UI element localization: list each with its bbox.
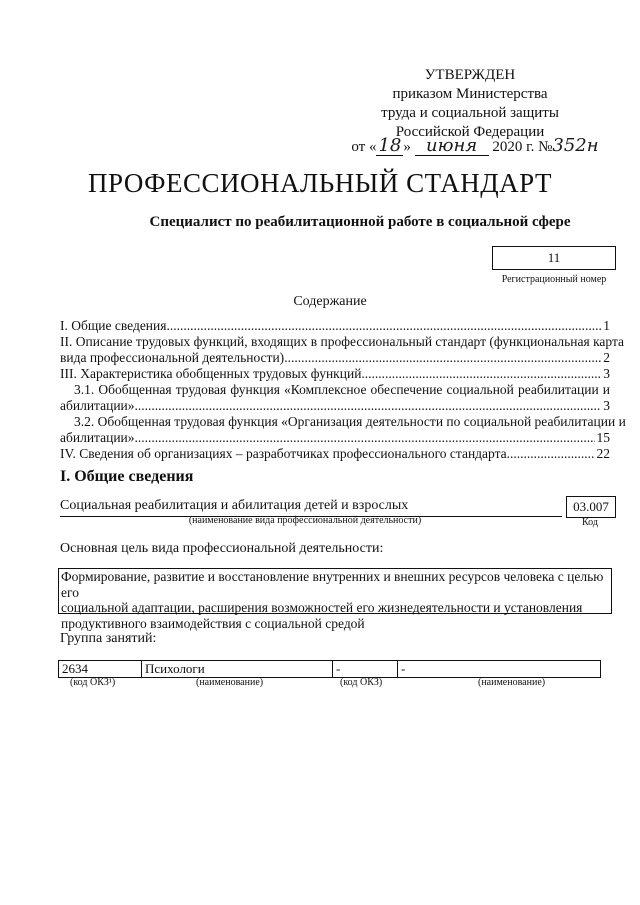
toc-item-text: II. Описание трудовых функций, входящих в профессиональный стандарт (функциональная карта — [60, 334, 625, 349]
toc-leader — [166, 318, 601, 334]
group-caption: (код ОКЗ) — [340, 677, 383, 688]
toc-title: Содержание — [293, 294, 367, 309]
group-caption: (наименование) — [478, 677, 546, 688]
toc-item-text: 3.2. Обобщенная трудовая функция «Организация деятельности по социальной реабилитации и — [74, 414, 626, 429]
occupation-group-label: Группа занятий: — [60, 631, 157, 646]
date-quote-close: » — [403, 139, 411, 155]
occupation-name-cell-2: - — [398, 661, 601, 678]
table-row — [59, 661, 601, 678]
toc-item[interactable] — [60, 318, 610, 334]
activity-code-box: 03.007 — [566, 496, 616, 518]
toc-item[interactable] — [60, 446, 610, 462]
toc-item-page: 22 — [596, 446, 610, 461]
group-caption: (наименование) — [196, 677, 264, 688]
occupation-group-table — [58, 660, 601, 678]
toc-item[interactable] — [60, 366, 610, 382]
purpose-line: продуктивного взаимодействия с социальной средой — [61, 615, 365, 631]
approval-block — [351, 66, 599, 156]
approval-line: УТВЕРЖДЕН — [424, 67, 516, 83]
approval-line: Российской Федерации — [395, 124, 545, 140]
document-title: ПРОФЕССИОНАЛЬНЫЙ СТАНДАРТ — [87, 168, 553, 198]
date-year: 2020 г. № — [492, 139, 553, 155]
handwritten-day: 18 — [378, 135, 402, 156]
table-of-contents — [60, 318, 626, 462]
section-heading: I. Общие сведения — [60, 468, 194, 485]
toc-item-text-cont: абилитации» — [60, 430, 135, 445]
toc-leader — [135, 398, 602, 414]
toc-item-page: 15 — [596, 430, 610, 445]
toc-item-text-cont: абилитации» — [60, 398, 135, 413]
toc-item-text: IV. Сведения об организациях – разработчиках профессионального стандарта — [60, 446, 507, 461]
handwritten-order-number: 352н — [552, 135, 599, 156]
approval-date-line — [340, 136, 610, 157]
purpose-box — [58, 568, 612, 631]
handwritten-month: июня — [415, 136, 489, 156]
registration-number-label: Регистрационный номер — [501, 274, 607, 285]
toc-item-text: 3.1. Обобщенная трудовая функция «Комплексное обеспечение социальной реабилитации и — [74, 382, 610, 397]
occupation-name-cell: Психологи — [142, 661, 333, 678]
toc-item-text-cont: вида профессиональной деятельности) — [60, 350, 285, 365]
activity-kind-caption: (наименование вида профессиональной деятельности) — [188, 515, 422, 526]
registration-number-box: 11 — [492, 246, 616, 270]
date-prefix: от « — [351, 139, 377, 155]
okz-code-cell-2: - — [333, 661, 398, 678]
document-subtitle: Специалист по реабилитационной работе в социальной сфере — [149, 214, 571, 230]
toc-item-text: III. Характеристика обобщенных трудовых функций — [60, 366, 362, 381]
toc-item-page: 1 — [603, 318, 610, 333]
toc-item-page: 2 — [603, 350, 610, 365]
toc-item-page: 3 — [603, 366, 610, 381]
purpose-label: Основная цель вида профессиональной деятельности: — [60, 541, 384, 556]
purpose-line: Формирование, развитие и восстановление внутренних и внешних ресурсов человека с целью его — [61, 569, 604, 600]
occupation-group-captions — [58, 677, 618, 691]
purpose-line: социальной адаптации, расширения возможностей его жизнедеятельности и установления — [61, 600, 583, 615]
toc-item[interactable] — [60, 334, 625, 366]
approval-line: труда и социальной защиты — [381, 105, 559, 121]
toc-leader — [361, 366, 601, 382]
toc-leader — [135, 430, 595, 446]
toc-item-page: 3 — [603, 398, 610, 413]
toc-item[interactable] — [60, 414, 626, 446]
toc-item[interactable] — [60, 382, 610, 414]
okz-code-cell: 2634 — [59, 661, 142, 678]
toc-leader — [284, 350, 601, 366]
activity-code-caption: Код — [582, 517, 598, 528]
activity-kind-value: Социальная реабилитация и абилитация детей и взрослых — [60, 498, 562, 517]
toc-item-text: I. Общие сведения — [60, 318, 167, 333]
group-caption: (код ОКЗ¹) — [70, 677, 116, 688]
toc-leader — [507, 446, 595, 462]
approval-line: приказом Министерства — [392, 86, 548, 102]
